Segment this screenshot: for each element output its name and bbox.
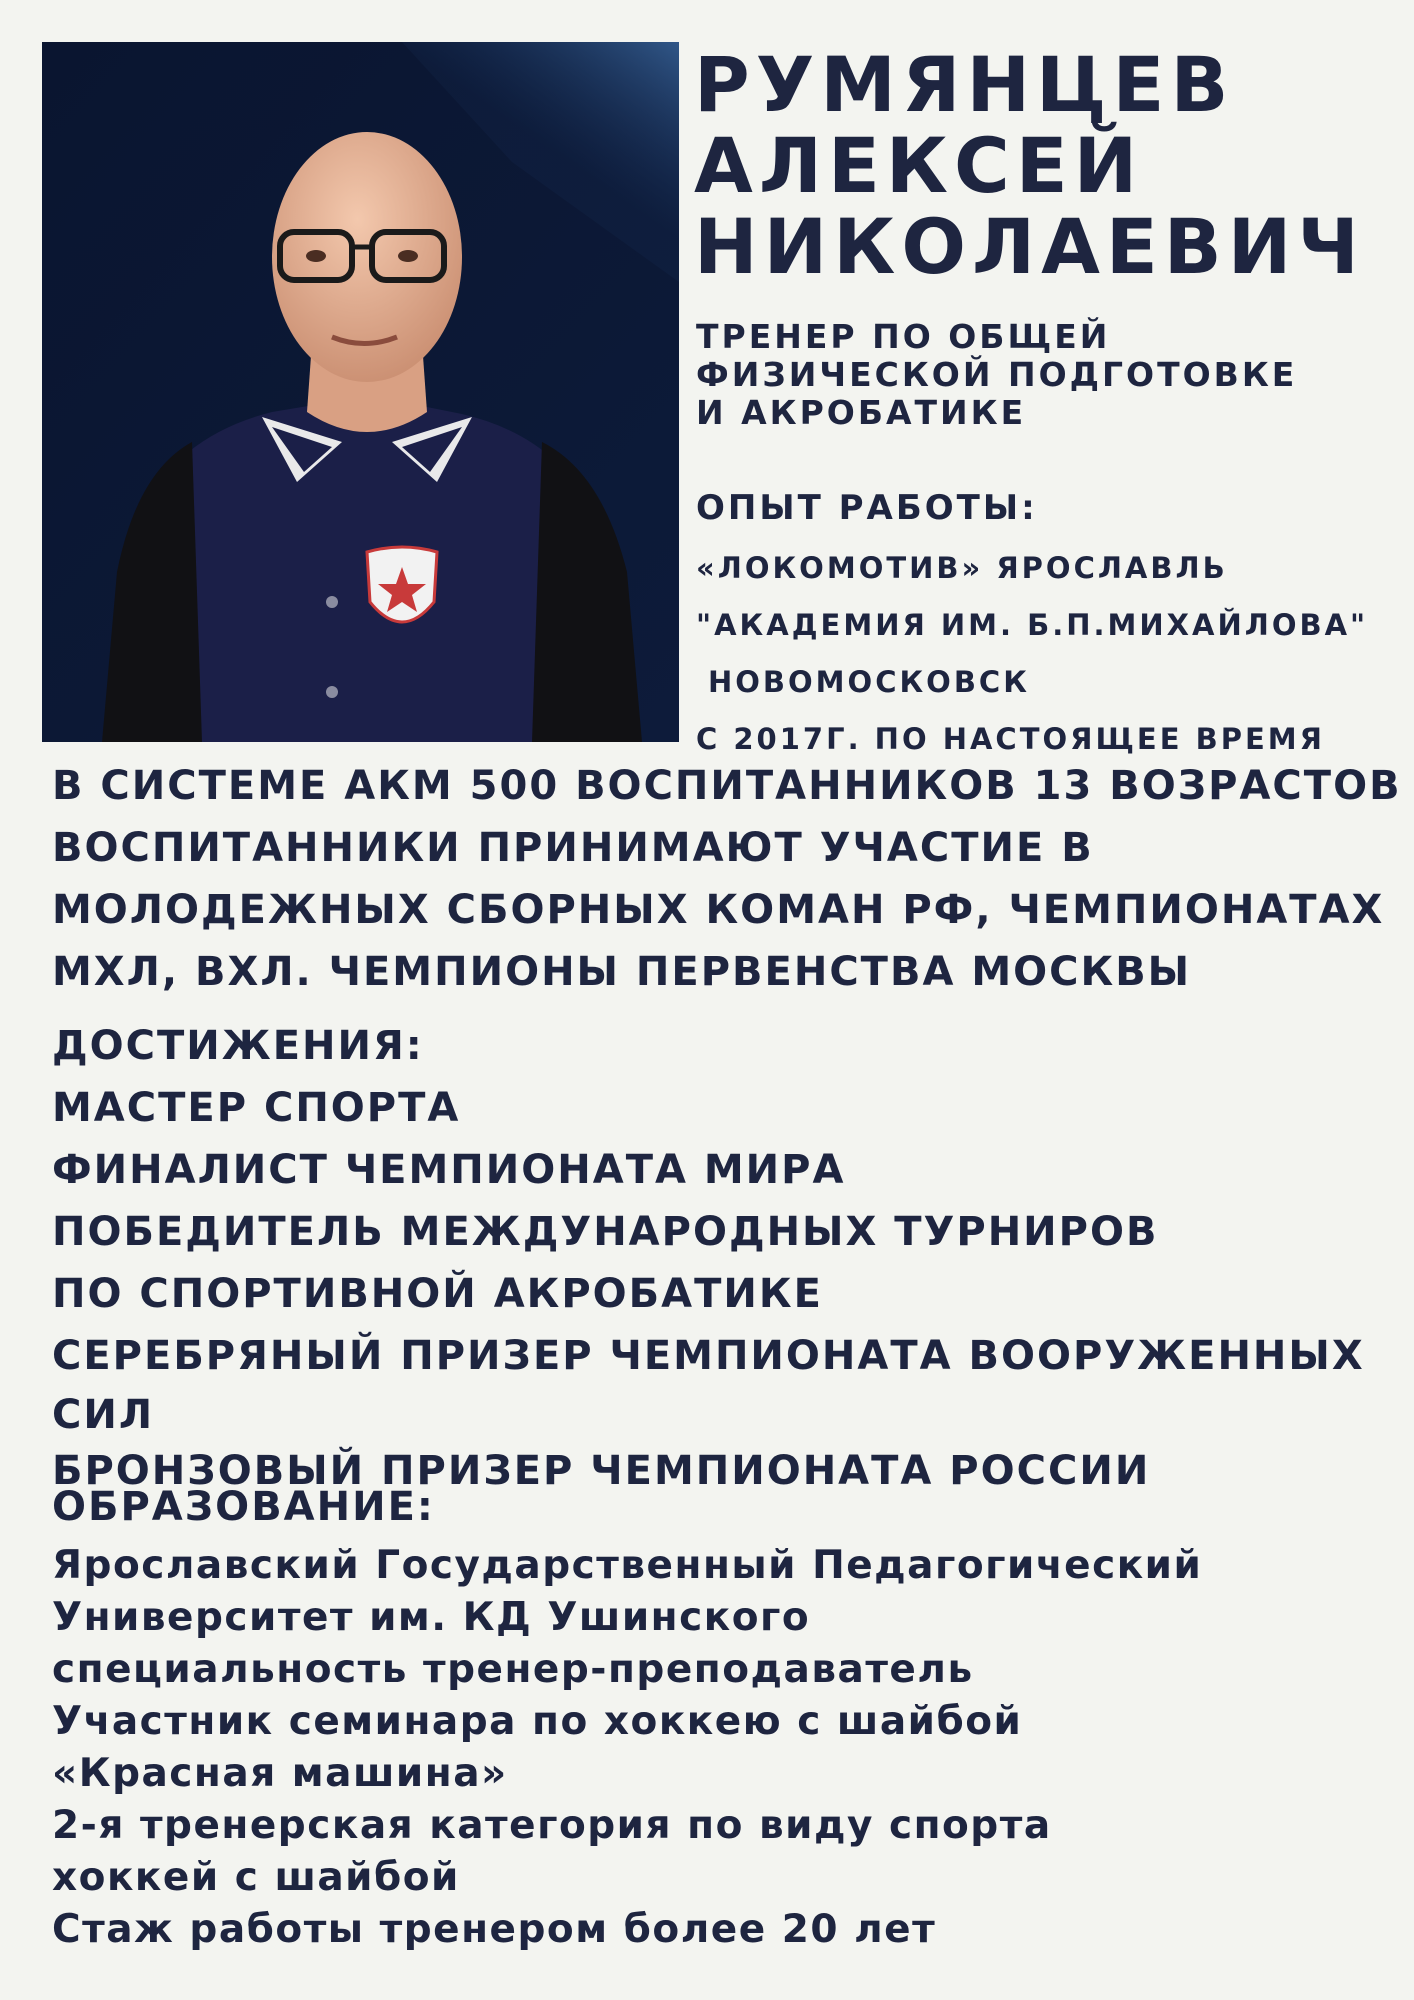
education-section xyxy=(52,1540,1202,1956)
experience-line: НОВОМОСКОВСК xyxy=(708,665,1030,699)
system-line: ВОСПИТАННИКИ ПРИНИМАЮТ УЧАСТИЕ В xyxy=(52,825,1094,871)
education-line: «Красная машина» xyxy=(52,1751,508,1796)
experience-line: С 2017Г. ПО НАСТОЯЩЕЕ ВРЕМЯ xyxy=(696,722,1325,756)
system-line: МХЛ, ВХЛ. ЧЕМПИОНЫ ПЕРВЕНСТВА МОСКВЫ xyxy=(52,949,1192,995)
system-line: В СИСТЕМЕ АКМ 500 ВОСПИТАННИКОВ 13 ВОЗРАСТОВ xyxy=(52,763,1402,809)
name-line: РУМЯНЦЕВ xyxy=(694,40,1235,129)
experience-line: "АКАДЕМИЯ ИМ. Б.П.МИХАЙЛОВА" xyxy=(696,608,1369,642)
name-line: АЛЕКСЕЙ xyxy=(694,121,1144,210)
education-line: 2-я тренерская категория по виду спорта xyxy=(52,1803,1052,1848)
achievement-item: ПОБЕДИТЕЛЬ МЕЖДУНАРОДНЫХ ТУРНИРОВ xyxy=(52,1209,1159,1255)
education-line: Участник семинара по хоккею с шайбой xyxy=(52,1699,1023,1744)
coach-photo xyxy=(42,42,679,742)
education-title: ОБРАЗОВАНИЕ: xyxy=(52,1484,435,1530)
coach-role xyxy=(696,318,1297,432)
experience-title: ОПЫТ РАБОТЫ: xyxy=(696,488,1038,528)
system-line: МОЛОДЕЖНЫХ СБОРНЫХ КОМАН РФ, ЧЕМПИОНАТАХ xyxy=(52,887,1385,933)
education-line: Университет им. КД Ушинского xyxy=(52,1595,811,1640)
achievement-item: БРОНЗОВЫЙ ПРИЗЕР ЧЕМПИОНАТА РОССИИ xyxy=(52,1448,1151,1494)
education-line: специальность тренер-преподаватель xyxy=(52,1647,974,1692)
portrait-illustration xyxy=(42,42,679,742)
experience-section xyxy=(696,486,1368,768)
education-line: Ярославский Государственный Педагогический xyxy=(52,1543,1203,1588)
achievement-item: МАСТЕР СПОРТА xyxy=(52,1085,461,1131)
achievement-item: ПО СПОРТИВНОЙ АКРОБАТИКЕ xyxy=(52,1271,823,1317)
role-line: ФИЗИЧЕСКОЙ ПОДГОТОВКЕ xyxy=(696,355,1298,394)
achievement-item: ФИНАЛИСТ ЧЕМПИОНАТА МИРА xyxy=(52,1147,846,1193)
achievement-item: СИЛ xyxy=(52,1392,155,1438)
name-line: НИКОЛАЕВИЧ xyxy=(694,202,1365,291)
role-line: И АКРОБАТИКЕ xyxy=(696,393,1027,432)
experience-line: «ЛОКОМОТИВ» ЯРОСЛАВЛЬ xyxy=(696,551,1228,585)
coach-name xyxy=(694,40,1365,291)
education-line: хоккей с шайбой xyxy=(52,1855,460,1900)
role-line: ТРЕНЕР ПО ОБЩЕЙ xyxy=(696,317,1111,356)
achievements-section xyxy=(52,1015,1365,1499)
achievements-title: ДОСТИЖЕНИЯ: xyxy=(52,1023,424,1069)
achievement-item: СЕРЕБРЯНЫЙ ПРИЗЕР ЧЕМПИОНАТА ВООРУЖЕННЫХ xyxy=(52,1333,1365,1379)
system-section xyxy=(52,755,1402,1003)
education-line: Стаж работы тренером более 20 лет xyxy=(52,1907,937,1952)
